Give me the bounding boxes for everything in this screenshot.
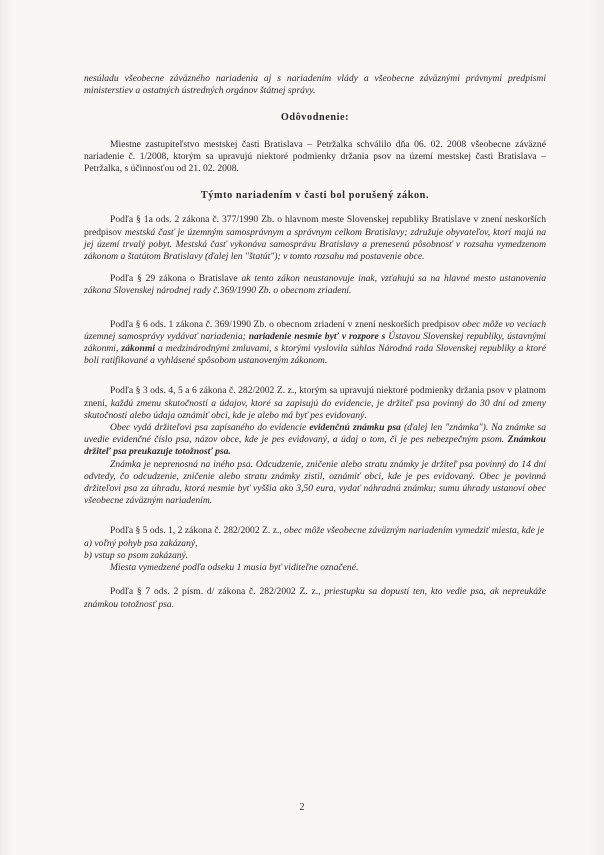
law-369-bold-a: nariadenie nesmie byť v rozpore s — [248, 330, 389, 342]
law-369-quote-a: obec môže vo veciach územnej samosprávy vydávať nariadenia; — [84, 318, 547, 342]
law-282-s7-text: Podľa § 7 ods. 2 písm. d/ zákona č. 282/2002 Z. z., — [110, 586, 325, 598]
law-29-text: Podľa § 29 zákona o Bratislave — [110, 273, 242, 285]
law-282-s3-quote: každú zmenu skutočností a údajov, ktoré sa zapisujú do evidencie, je držiteľ psa povinný do 30 dní od zmeny skutočnosti alebo údaja oznámiť obci, kde je alebo má byť pes evidovaný. — [84, 397, 546, 421]
page-number: 2 — [299, 802, 305, 813]
obec-text-b: (ďalej len "známka"). Na známke sa uvedie evidenčné číslo psa, názov obce, kde je pes evidovaný, a údaj o tom, či je pes nebezpečným psom. — [84, 422, 547, 446]
miesta-paragraph: Miesta vymedzené podľa odseku 1 musia byť viditeľne označené. — [110, 562, 359, 574]
law-282-s5-paragraph — [84, 525, 546, 537]
law-369-paragraph — [84, 319, 546, 368]
obec-bold-b: Známkou držiteľ psa preukazuje totožnosť psa. — [84, 434, 546, 458]
intro-paragraph: nesúladu všeobecne záväzného nariadenia aj s nariadením vlády a všeobecne záväznými právnymi predpismi ministerstiev a ostatných ústredných orgánov štátnej správy. — [84, 73, 546, 97]
law-29-quote: ak tento zákon neustanovuje inak, vzťahujú sa na hlavné mesto ustanovenia zákona Slovenskej národnej rady č.369/1990 Zb. o obecnom zriadení. — [84, 273, 546, 297]
law-369-quote-b: Ústavou Slovenskej republiky, ústavnými zákonmi, — [84, 330, 546, 355]
obec-paragraph — [84, 422, 546, 459]
document-body — [84, 73, 546, 611]
znamka-paragraph: Známka je neprenosná na iného psa. Odcudzenie, zničenie alebo stratu známky je držiteľ psa povinný do 14 dní odvtedy, čo odcudzenie, zničenie alebo stratu známky zistil, oznámiť obci, kde je pes evidovaný. Obec je povinná držiteľovi psa za úhradu, ktorá nesmie byť vyššia ako 3,50 eura, vydať náhradnú známku; sumu úhrady ustanoví obec všeobecne záväzným nariadením. — [84, 458, 546, 507]
law-282-s5-quote: obec môže všeobecne záväzným nariadením vymedziť miesta, kde je — [284, 525, 545, 537]
law-369-quote-c: a medzinárodnými zmluvami, s ktorými vyslovila súhlas Národná rada Slovenskej republiky a ktoré boli ratifikované a vyhlásené spôsobom ustanoveným zákonom. — [84, 343, 546, 367]
law-369-text: Podľa § 6 ods. 1 zákona č. 369/1990 Zb. o obecnom zriadení v znení neskorších predpisov — [110, 318, 463, 330]
law-377-paragraph — [84, 214, 546, 263]
list-item-b: b) vstup so psom zakázaný. — [84, 549, 189, 561]
law-282-s7-paragraph — [84, 586, 546, 610]
law-29-paragraph — [84, 273, 546, 297]
law-282-s7-quote: priestupku sa dopustí ten, kto vedie psa, ak nepreukáže známkou totožnosť psa. — [84, 586, 546, 610]
heading-violation: Týmto nariadením v časti bol porušený zákon. — [200, 190, 430, 202]
law-377-quote: mestská časť je územným samosprávnym a správnym celkom Bratislavy; združuje obyvateľov, ktorí majú na jej území trvalý pobyt. Mestská časť vykonáva samosprávu Bratislavy a prenesenú pôsobnosť v rozsahu vymedzenom zákonom a štatútom Bratislavy (ďalej len "štatút"); v tomto rozsahu má postavenie obce. — [84, 226, 546, 263]
list-item-a: a) voľný pohyb psa zakázaný, — [84, 537, 198, 549]
law-282-s3-paragraph — [84, 385, 546, 422]
heading-reasoning: Odôvodnenie: — [280, 112, 350, 124]
law-282-s5-text: Podľa § 5 ods. 1, 2 zákona č. 282/2002 Z. z., — [110, 525, 285, 537]
council-paragraph: Miestne zastupiteľstvo mestskej časti Bratislava – Petržalka schválilo dňa 06. 02. 2008 všeobecne záväzné nariadenie č. 1/2008, ktorým sa upravujú niektoré podmienky držania psov na území mestskej časti Bratislava – Petržalka, s účinnosťou od 21. 02. 2008. — [84, 138, 546, 175]
law-282-s3-text: Podľa § 3 ods. 4, 5 a 6 zákona č. 282/2002 Z. z., ktorým sa upravujú niektoré podmienky držania psov v platnom znení, — [84, 385, 546, 409]
law-377-text: Podľa § 1a ods. 2 zákona č. 377/1990 Zb. o hlavnom meste Slovenskej republiky Bratislave v znení neskorších predpisov — [84, 214, 546, 238]
law-369-bold-b: zákonmi — [121, 343, 155, 355]
obec-text-a: Obec vydá držiteľovi psa zapísaného do evidencie — [110, 422, 310, 434]
obec-bold-a: evidenčnú známku psa — [309, 422, 401, 434]
